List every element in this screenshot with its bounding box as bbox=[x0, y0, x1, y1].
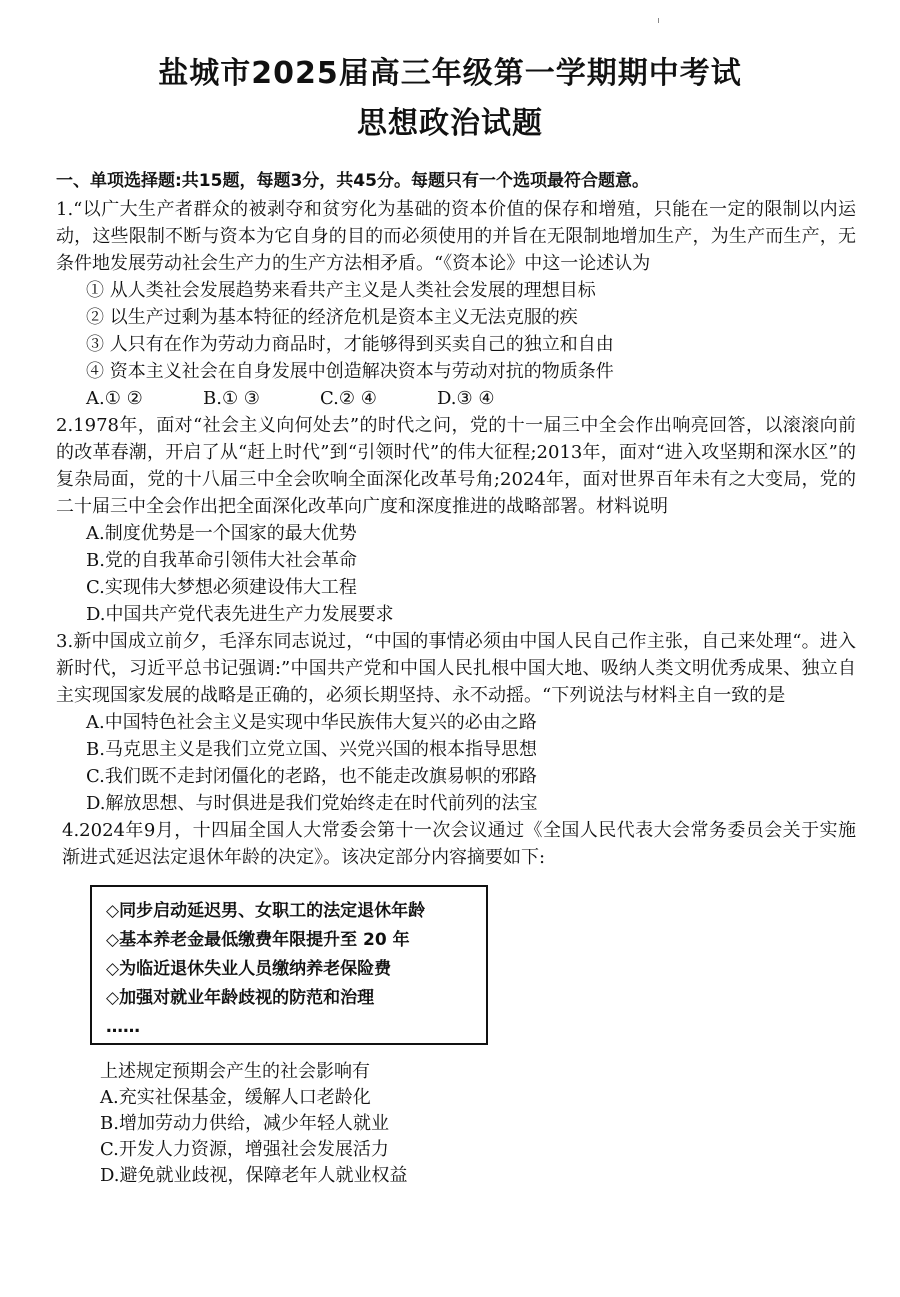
option-a[interactable]: A.中国特色社会主义是实现中华民族伟大复兴的必由之路 bbox=[86, 712, 537, 733]
option-row bbox=[86, 385, 856, 412]
section-heading: 一、单项选择题:共15题，每题3分，共45分。每题只有一个选项最符合题意。 bbox=[56, 171, 649, 191]
question-4-options bbox=[100, 1059, 856, 1189]
option-b[interactable]: B.马克思主义是我们立党立国、兴党兴国的根本指导思想 bbox=[86, 739, 537, 760]
option-b[interactable]: B.① ③ bbox=[203, 388, 260, 409]
option-b[interactable]: B.增加劳动力供给，减少年轻人就业 bbox=[100, 1113, 389, 1134]
option-d[interactable]: D.③ ④ bbox=[437, 388, 495, 409]
question-stem: 2.1978年，面对“社会主义向何处去”的时代之问，党的十一届三中全会作出响亮回答，以滚滚向前的改革春潮，开启了从“赶上时代”到“引领时代”的伟大征程;2013年，面对“进入攻坚期和深水区”的复杂局面，党的十八届三中全会吹响全面深化改革号角;2024年，面对世界百年未有之大变局，党的二十届三中全会作出把全面深化改革向广度和深度推进的战略部署。材料说明 bbox=[56, 415, 856, 517]
option-d[interactable]: D.解放思想、与时俱进是我们党始终走在时代前列的法宝 bbox=[86, 793, 538, 814]
policy-excerpt-box bbox=[90, 885, 488, 1045]
exam-title: 盐城市2025届高三年级第一学期期中考试 bbox=[158, 56, 742, 91]
exam-subject-title: 思想政治试题 bbox=[357, 106, 543, 141]
statement-3: ③ 人只有在作为劳动力商品时，才能够得到买卖自己的独立和自由 bbox=[86, 334, 614, 355]
exam-content bbox=[56, 166, 856, 1189]
option-d[interactable]: D.避免就业歧视，保障老年人就业权益 bbox=[100, 1165, 408, 1186]
scan-mark bbox=[658, 18, 659, 23]
question-1 bbox=[56, 196, 856, 412]
question-stem: 4.2024年9月，十四届全国人大常委会第十一次会议通过《全国人民代表大会常务委员会关于实施渐进式延迟法定退休年龄的决定》。该决定部分内容摘要如下: bbox=[62, 820, 856, 868]
excerpt-ellipsis: …… bbox=[106, 1017, 140, 1037]
excerpt-item: ◇同步启动延迟男、女职工的法定退休年龄 bbox=[106, 901, 426, 921]
question-prompt: 上述规定预期会产生的社会影响有 bbox=[100, 1061, 370, 1082]
option-b[interactable]: B.党的自我革命引领伟大社会革命 bbox=[86, 550, 357, 571]
option-c[interactable]: C.我们既不走封闭僵化的老路，也不能走改旗易帜的邪路 bbox=[86, 766, 537, 787]
question-stem: 1.“以广大生产者群众的被剥夺和贫穷化为基础的资本价值的保存和增殖，只能在一定的限制以内运动，这些限制不断与资本为它自身的目的而必须使用的并旨在无限制地增加生产，为生产而生产，无条件地发展劳动社会生产力的生产方法相矛盾。“《资本论》中这一论述认为 bbox=[56, 199, 856, 274]
excerpt-item: ◇加强对就业年龄歧视的防范和治理 bbox=[106, 988, 375, 1008]
option-c[interactable]: C.实现伟大梦想必须建设伟大工程 bbox=[86, 577, 357, 598]
statement-1: ① 从人类社会发展趋势来看共产主义是人类社会发展的理想目标 bbox=[86, 280, 596, 301]
option-a[interactable]: A.① ② bbox=[86, 388, 143, 409]
question-3 bbox=[56, 628, 856, 817]
option-d[interactable]: D.中国共产党代表先进生产力发展要求 bbox=[86, 604, 394, 625]
excerpt-item: ◇为临近退休失业人员缴纳养老保险费 bbox=[106, 959, 392, 979]
option-c[interactable]: C.② ④ bbox=[320, 388, 377, 409]
question-2 bbox=[56, 412, 856, 628]
statement-2: ② 以生产过剩为基本特征的经济危机是资本主义无法克服的疾 bbox=[86, 307, 578, 328]
option-a[interactable]: A.制度优势是一个国家的最大优势 bbox=[86, 523, 357, 544]
option-a[interactable]: A.充实社保基金，缓解人口老龄化 bbox=[100, 1087, 371, 1108]
excerpt-item: ◇基本养老金最低缴费年限提升至 20 年 bbox=[106, 930, 410, 950]
question-stem: 3.新中国成立前夕，毛泽东同志说过，“中国的事情必须由中国人民自己作主张，自己来处理“。进入新时代，习近平总书记强调:”中国共产党和中国人民扎根中国大地、吸纳人类文明优秀成果、独立自主实现国家发展的战略是正确的，必须长期坚持、永不动摇。“下列说法与材料主自一致的是 bbox=[56, 631, 856, 706]
statement-4: ④ 资本主义社会在自身发展中创造解决资本与劳动对抗的物质条件 bbox=[86, 361, 614, 382]
option-c[interactable]: C.开发人力资源，增强社会发展活力 bbox=[100, 1139, 389, 1160]
question-4 bbox=[62, 817, 856, 1189]
